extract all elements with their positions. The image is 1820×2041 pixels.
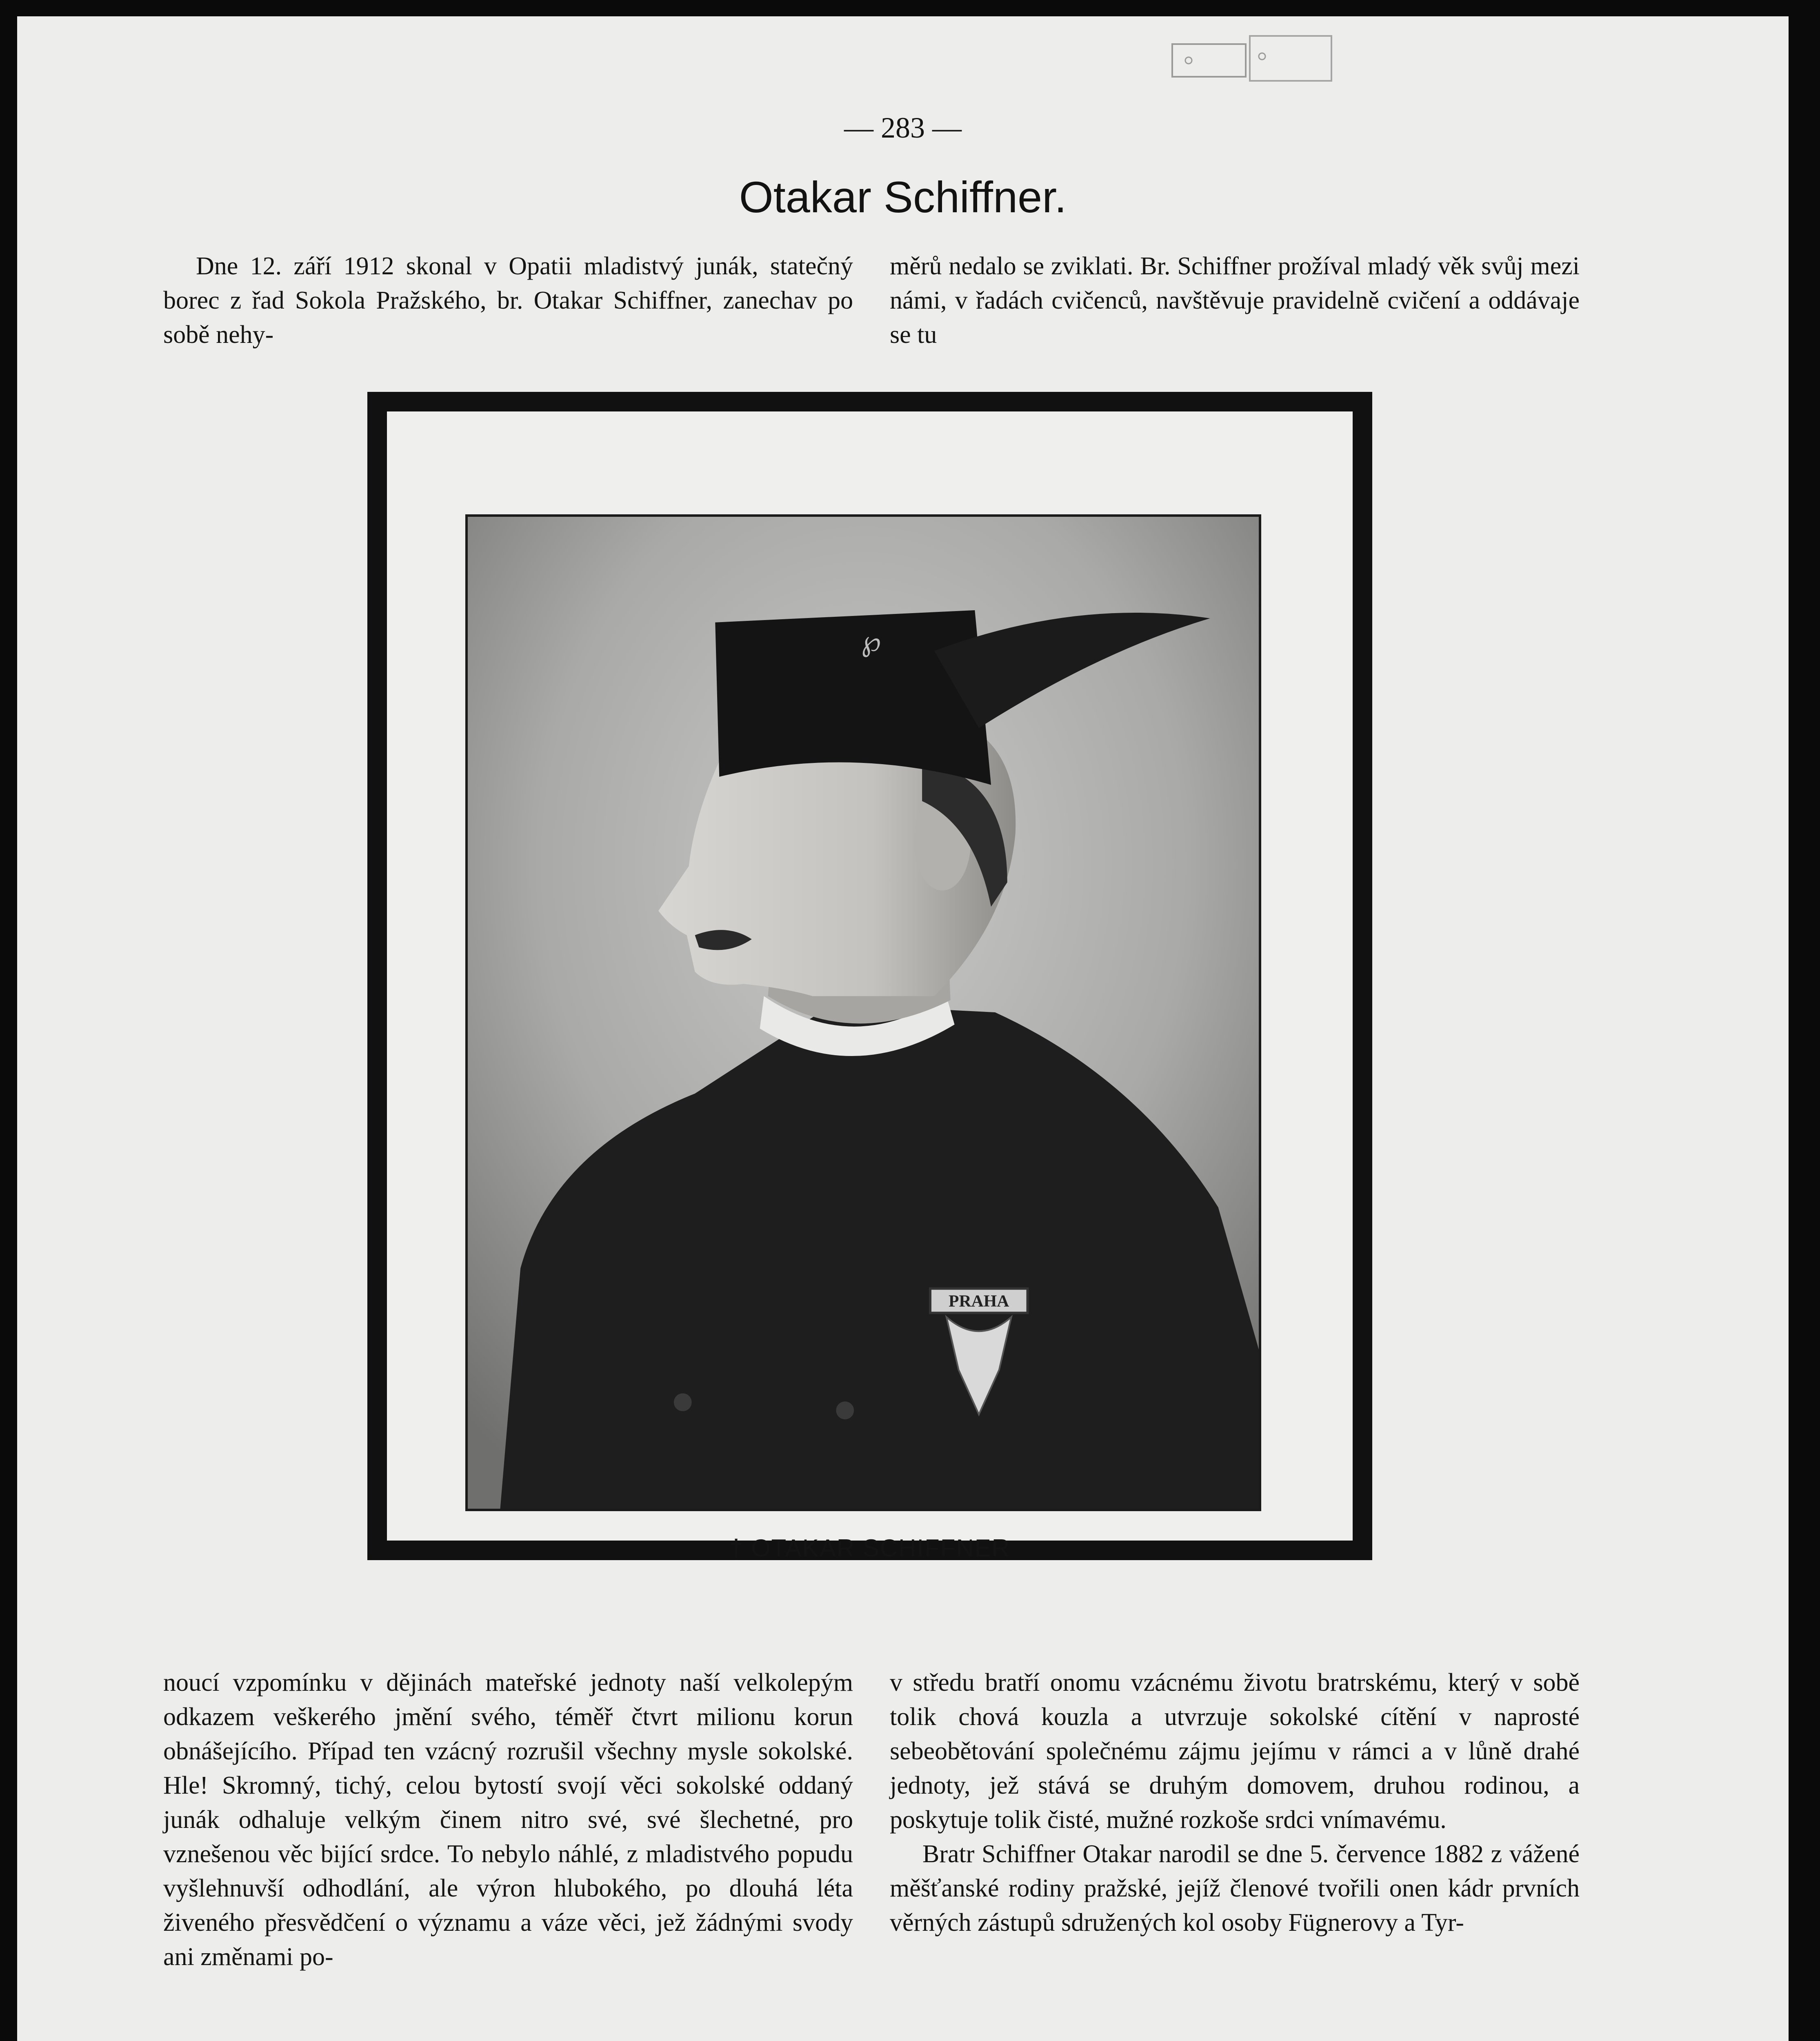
body-paragraph-left: noucí vzpomínku v dějinách mateřské jednoty naší velkolepým odkazem veškerého jmění svého, téměř čtvrt milionu korun obnášejícího. Případ ten vzácný rozrušil všechny mysle sokolské. Hle! Skromný, tichý, celou bytostí svojí věci sokolské oddaný junák odhaluje velkým činem nitro své, své šlechetné, pro vznešenou věc bijící srdce. To nebylo náhlé, z mladistvého popudu vyšlehnuvší odhodlání, ale výron hlubokého, po dlouhá léta živeného přesvědčení o významu a váze věci, jež žádnými svody ani změnami po-: [163, 1669, 853, 1971]
intro-paragraph-right: měrů nedalo se zviklati. Br. Schiffner prožíval mladý věk svůj mezi námi, v řadách cvičenců, navštěvuje pravidelně cvičení a oddávaje se tu: [890, 252, 1580, 349]
badge-label: PRAHA: [949, 1292, 1009, 1311]
body-paragraph-right-2: Bratr Schiffner Otakar narodil se dne 5. července 1882 z vážené měšťanské rodiny pražské, jejíž členové tvořili onen kádr prvních věrných zástupů sdružených kol osoby Fügnerovy a Tyr-: [890, 1840, 1580, 1937]
portrait-frame: [367, 392, 1372, 1560]
library-stamp-mark: [1168, 28, 1340, 97]
portrait-mat: [387, 411, 1353, 1562]
intro-column-right: [890, 249, 1580, 352]
article-title: Otakar Schiffner.: [739, 172, 1067, 222]
body-column-left: [163, 1665, 853, 1974]
intro-paragraph-left: Dne 12. září 1912 skonal v Opatii mladistvý junák, statečný borec z řad Sokola Pražského, br. Otakar Schiffner, zanechav po sobě nehy-: [163, 252, 853, 349]
body-paragraph-right-1: v středu bratří onomu vzácnému životu bratrskému, který v sobě tolik chová kouzla a utvrzuje sokolské cítění v naprosté sebeobětování společnému zájmu jejímu v rámci a v lůně drahé jednoty, jež stává se druhým domovem, druhou rodinou, a poskytuje tolik čisté, mužné rozkoše srdci vnímavému.: [890, 1669, 1580, 1834]
svg-text:℘: ℘: [861, 626, 881, 658]
body-column-right: [890, 1665, 1580, 1940]
intro-column-left: [163, 249, 853, 352]
page-number: — 283 —: [844, 111, 962, 144]
portrait-caption: † OTAKAR SCHIFFNER: [729, 1534, 1011, 1562]
page: [17, 16, 1789, 2041]
portrait-photo: [465, 514, 1261, 1511]
